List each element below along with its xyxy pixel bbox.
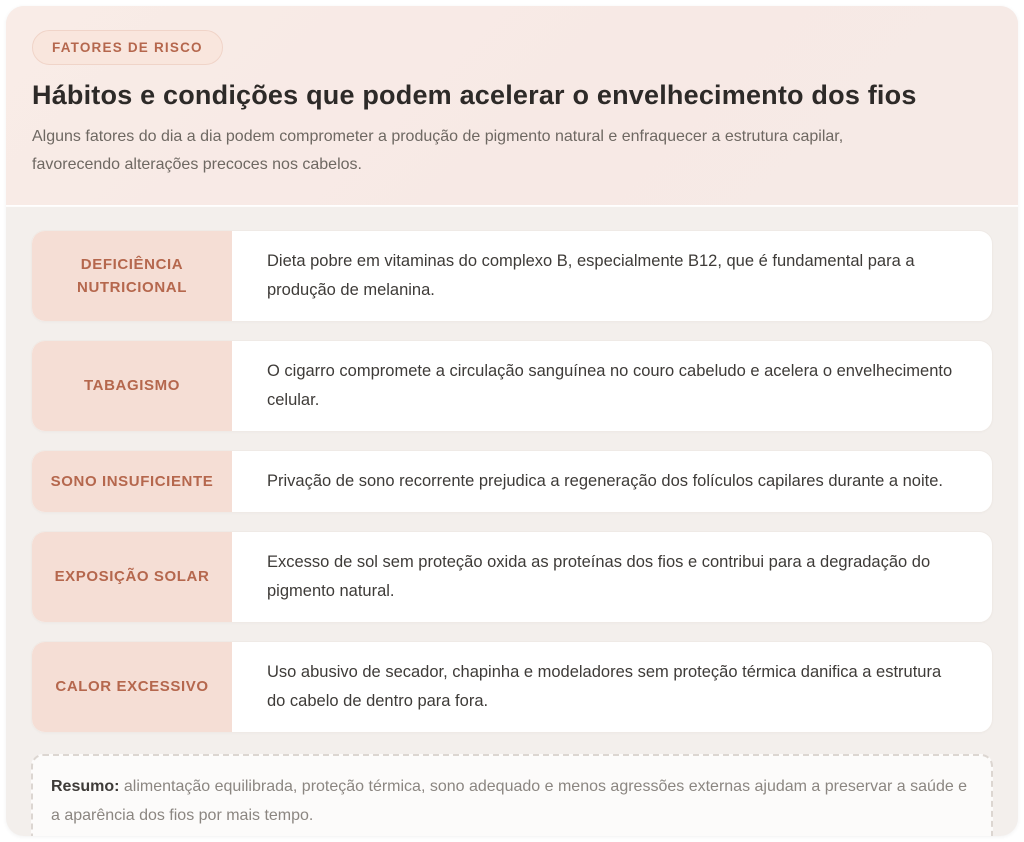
risk-description-wrap (232, 231, 992, 321)
risk-description-wrap (232, 451, 992, 512)
risk-description-wrap (232, 642, 992, 732)
risk-factors-list (6, 206, 1018, 836)
risk-label: SONO INSUFICIENTE (32, 451, 232, 512)
category-badge: FATORES DE RISCO (32, 30, 223, 65)
page-subtitle: Alguns fatores do dia a dia podem comprometer a produção de pigmento natural e enfraquecer a estrutura capilar, favorecendo alterações precoces nos cabelos. (32, 128, 844, 173)
risk-label: TABAGISMO (32, 341, 232, 431)
risk-factors-panel (6, 6, 1018, 836)
risk-description: O cigarro compromete a circulação sanguínea no couro cabeludo e acelera o envelhecimento celular. (267, 362, 953, 409)
risk-row-exposicao-solar (31, 531, 993, 623)
risk-description-wrap (232, 532, 992, 622)
page-title: Hábitos e condições que podem acelerar o envelhecimento dos fios (32, 80, 917, 110)
risk-label: EXPOSIÇÃO SOLAR (32, 532, 232, 622)
summary-text: alimentação equilibrada, proteção térmica, sono adequado e menos agressões externas ajudam a preservar a saúde e a aparência dos fios por mais tempo. (51, 777, 968, 824)
risk-description: Uso abusivo de secador, chapinha e modeladores sem proteção térmica danifica a estrutura do cabelo de dentro para fora. (267, 663, 942, 710)
risk-row-sono-insuficiente (31, 450, 993, 513)
risk-row-deficiencia-nutricional (31, 230, 993, 322)
risk-row-tabagismo (31, 340, 993, 432)
risk-label: DEFICIÊNCIA NUTRICIONAL (32, 231, 232, 321)
risk-label: CALOR EXCESSIVO (32, 642, 232, 732)
risk-description: Excesso de sol sem proteção oxida as proteínas dos fios e contribui para a degradação do pigmento natural. (267, 553, 931, 600)
summary-note (31, 754, 993, 836)
summary-label: Resumo: (51, 777, 120, 795)
risk-row-calor-excessivo (31, 641, 993, 733)
panel-header (6, 6, 1018, 206)
risk-description: Dieta pobre em vitaminas do complexo B, especialmente B12, que é fundamental para a produção de melanina. (267, 252, 915, 299)
risk-description: Privação de sono recorrente prejudica a regeneração dos folículos capilares durante a noite. (267, 472, 943, 490)
risk-description-wrap (232, 341, 992, 431)
